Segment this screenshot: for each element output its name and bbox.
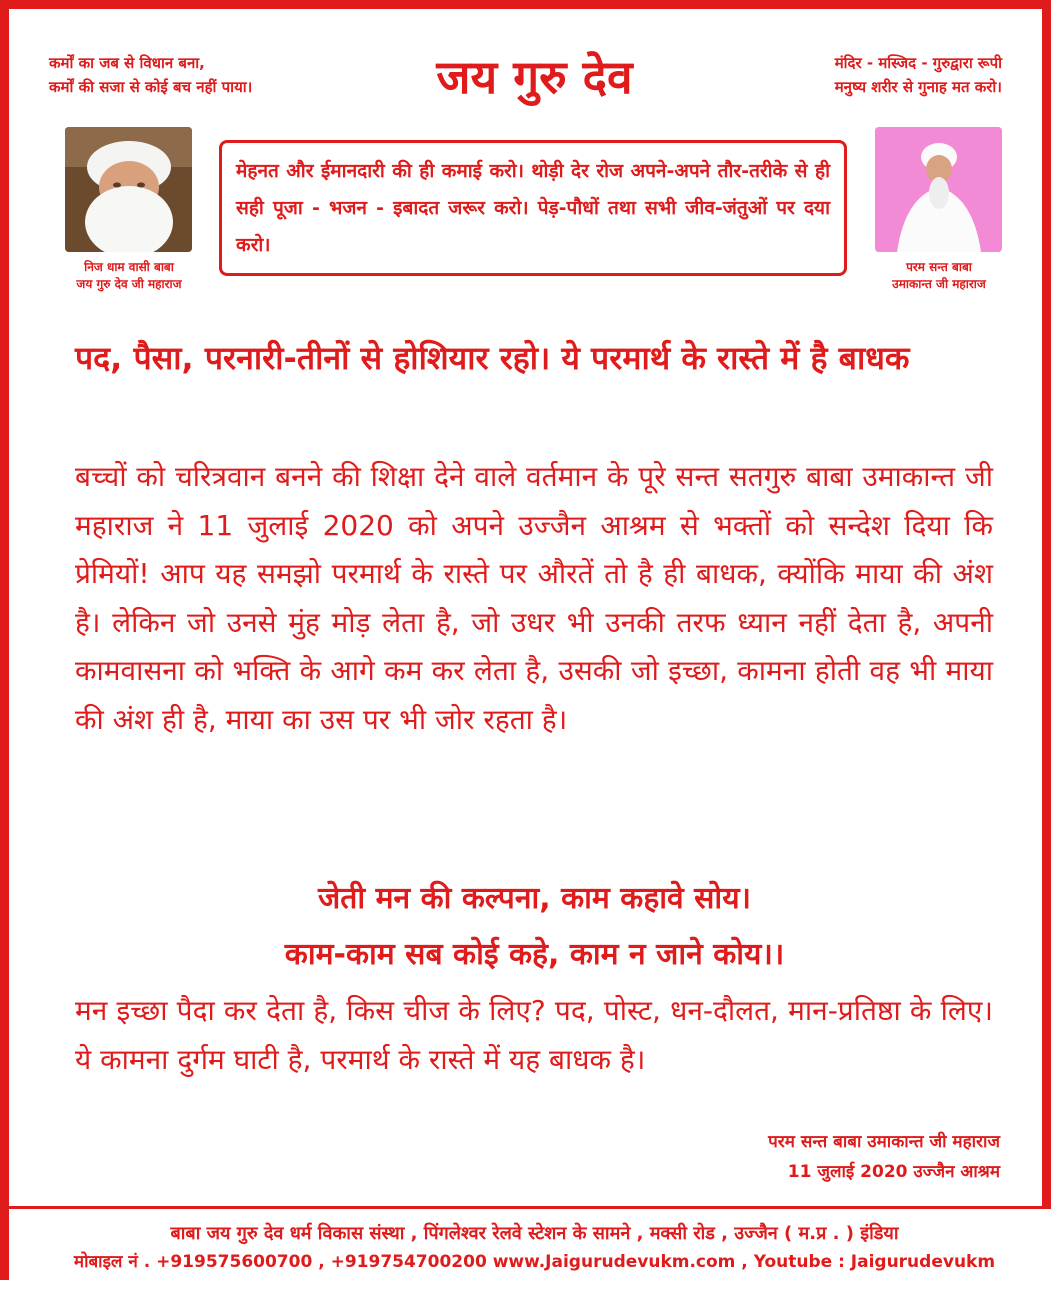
page-title: जय गुरु देव: [436, 50, 633, 104]
portrait-right-caption-line-1: परम सन्त बाबा: [906, 260, 972, 274]
header-left-line-2: कर्मों की सजा से कोई बच नहीं पाया।: [49, 78, 253, 96]
portrait-left-caption-line-2: जय गुरु देव जी महाराज: [76, 277, 182, 291]
header-left-line-1: कर्मों का जब से विधान बना,: [49, 54, 205, 72]
portrait-right-caption-line-2: उमाकान्त जी महाराज: [892, 277, 986, 291]
article-headline: पद, पैसा, परनारी-तीनों से होशियार रहो। ये परमार्थ के रास्ते में है बाधक: [75, 339, 910, 377]
attribution-name: परम सन्त बाबा उमाकान्त जी महाराज: [768, 1132, 1000, 1152]
footer-address: बाबा जय गुरु देव धर्म विकास संस्था , पिंगलेश्वर रेलवे स्टेशन के सामने , मक्सी रोड , उज्जैन ( म.प्र . ) इंडिया: [170, 1223, 899, 1244]
portrait-right-caption: [859, 259, 1019, 293]
verse-line-2: काम-काम सब कोई कहे, काम न जाने कोय।।: [284, 937, 785, 972]
body-paragraph-1: बच्चों को चरित्रवान बनने की शिक्षा देने वाले वर्तमान के पूरे सन्त सतगुरु बाबा उमाकान्त जी महाराज ने 11 जुलाई 2020 को अपने उज्जैन आश्रम से भक्तों को सन्देश दिया कि प्रेमियों! आप यह समझो परमार्थ के रास्ते पर औरतें तो है ही बाधक, क्योंकि माया की अंश है। लेकिन जो उनसे मुंह मोड़ लेता है, जो उधर भी उनकी तरफ ध्यान नहीं देता है, अपनी कामवासना को भक्ति के आगे कम कर लेता है, उसकी जो इच्छा, कामना होती वह भी माया की अंश ही है, माया का उस पर भी जोर रहता है।: [75, 460, 993, 736]
header-right-line-2: मनुष्य शरीर से गुनाह मत करो।: [834, 78, 1002, 96]
header-right-couplet: [702, 51, 1002, 99]
teaching-quote-box: मेहनत और ईमानदारी की ही कमाई करो। थोड़ी देर रोज अपने-अपने तौर-तरीके से ही सही पूजा - भजन - इबादत जरूर करो। पेड़-पौधों तथा सभी जीव-जंतुओं पर दया करो।: [219, 140, 847, 276]
header-right-line-1: मंदिर - मस्जिद - गुरुद्वारा रूपी: [834, 54, 1002, 72]
portrait-left-caption-line-1: निज धाम वासी बाबा: [84, 260, 174, 274]
attribution: [768, 1127, 1000, 1187]
portrait-left-caption: [49, 259, 209, 293]
body-paragraph-2: मन इच्छा पैदा कर देता है, किस चीज के लिए? पद, पोस्ट, धन-दौलत, मान-प्रतिष्ठा के लिए। ये कामना दुर्गम घाटी है, परमार्थ के रास्ते में यह बाधक है।: [75, 994, 993, 1076]
footer-phone-web: मोबाइल नं . +919575600700 , +919754700200 www.Jaigurudevukm.com , Youtube : Jaigurudevukm: [73, 1252, 996, 1272]
footer-contact: [9, 1206, 1051, 1289]
guru-portrait-right: [875, 127, 1002, 252]
guru-portrait-left: [65, 127, 192, 252]
attribution-date-place: 11 जुलाई 2020 उज्जैन आश्रम: [787, 1162, 1000, 1182]
verse-line-1: जेती मन की कल्पना, काम कहावे सोय।: [318, 881, 751, 916]
